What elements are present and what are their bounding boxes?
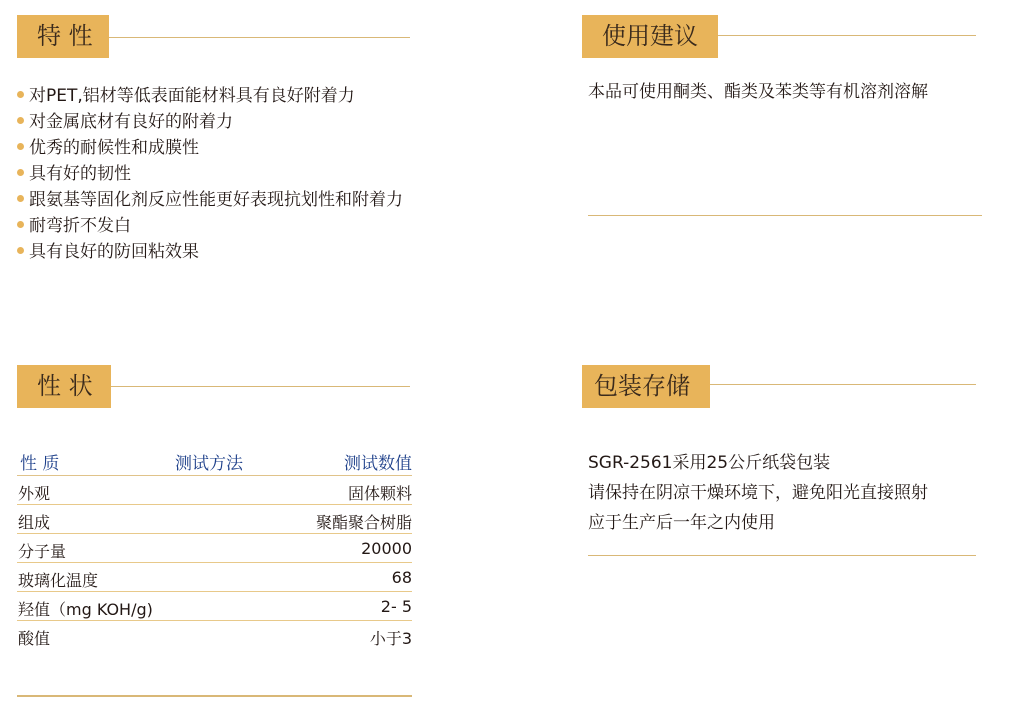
packaging-line: 应于生产后一年之内使用 bbox=[588, 513, 775, 533]
features-heading bbox=[17, 15, 109, 58]
features-list bbox=[17, 84, 403, 266]
packaging-bottom-rule bbox=[588, 555, 976, 556]
usage-heading bbox=[582, 15, 718, 58]
property-name: 羟值（mg KOH/g) bbox=[18, 600, 153, 619]
list-item: 耐弯折不发白 bbox=[17, 214, 403, 240]
column-header-property: 性 质 bbox=[20, 454, 60, 474]
list-item: 具有好的韧性 bbox=[17, 162, 403, 188]
bullet-dot bbox=[17, 91, 24, 98]
list-item: 跟氨基等固化剂反应性能更好表现抗划性和附着力 bbox=[17, 188, 403, 214]
packaging-line: SGR-2561采用25公斤纸袋包装 bbox=[588, 453, 831, 473]
list-item: 对金属底材有良好的附着力 bbox=[17, 110, 403, 136]
properties-heading bbox=[17, 365, 111, 408]
property-value: 聚酯聚合树脂 bbox=[315, 513, 412, 532]
bullet-dot bbox=[17, 117, 24, 124]
property-name: 组成 bbox=[18, 513, 51, 532]
property-value: 小于3 bbox=[369, 629, 412, 648]
packaging-heading-label: 包装存储 bbox=[594, 372, 690, 400]
column-header-method: 测试方法 bbox=[175, 454, 243, 474]
packaging-line: 请保持在阴凉干燥环境下，避免阳光直接照射 bbox=[588, 483, 928, 503]
property-name: 玻璃化温度 bbox=[18, 571, 99, 590]
usage-text: 本品可使用酮类、酯类及苯类等有机溶剂溶解 bbox=[588, 82, 928, 102]
table-row bbox=[17, 505, 412, 534]
table-header bbox=[17, 447, 412, 476]
property-value: 20000 bbox=[361, 539, 412, 558]
bullet-dot bbox=[17, 169, 24, 176]
properties-table bbox=[17, 447, 412, 649]
bullet-dot bbox=[17, 221, 24, 228]
features-heading-label: 特 性 bbox=[37, 22, 93, 50]
usage-rule bbox=[718, 35, 976, 36]
property-value: 2- 5 bbox=[380, 597, 412, 616]
bullet-dot bbox=[17, 195, 24, 202]
list-item: 具有良好的防回粘效果 bbox=[17, 240, 403, 266]
property-name: 外观 bbox=[18, 484, 51, 503]
table-row bbox=[17, 621, 412, 649]
property-value: 固体颗料 bbox=[347, 484, 412, 503]
bullet-dot bbox=[17, 247, 24, 254]
table-row bbox=[17, 592, 412, 621]
usage-heading-label: 使用建议 bbox=[602, 22, 698, 50]
bullet-dot bbox=[17, 143, 24, 150]
properties-heading-label: 性 状 bbox=[37, 372, 93, 400]
properties-bottom-rule bbox=[17, 695, 412, 697]
usage-bottom-rule bbox=[588, 215, 982, 216]
property-name: 酸值 bbox=[18, 629, 51, 648]
properties-rule bbox=[111, 386, 410, 387]
list-item: 优秀的耐候性和成膜性 bbox=[17, 136, 403, 162]
packaging-rule bbox=[710, 384, 976, 385]
column-header-value: 测试数值 bbox=[344, 454, 412, 474]
list-item: 对PET,铝材等低表面能材料具有良好附着力 bbox=[17, 84, 403, 110]
property-value: 68 bbox=[391, 568, 412, 587]
table-row bbox=[17, 563, 412, 592]
table-row bbox=[17, 534, 412, 563]
packaging-heading bbox=[582, 365, 710, 408]
table-row bbox=[17, 476, 412, 505]
features-rule bbox=[109, 37, 410, 38]
property-name: 分子量 bbox=[18, 542, 67, 561]
